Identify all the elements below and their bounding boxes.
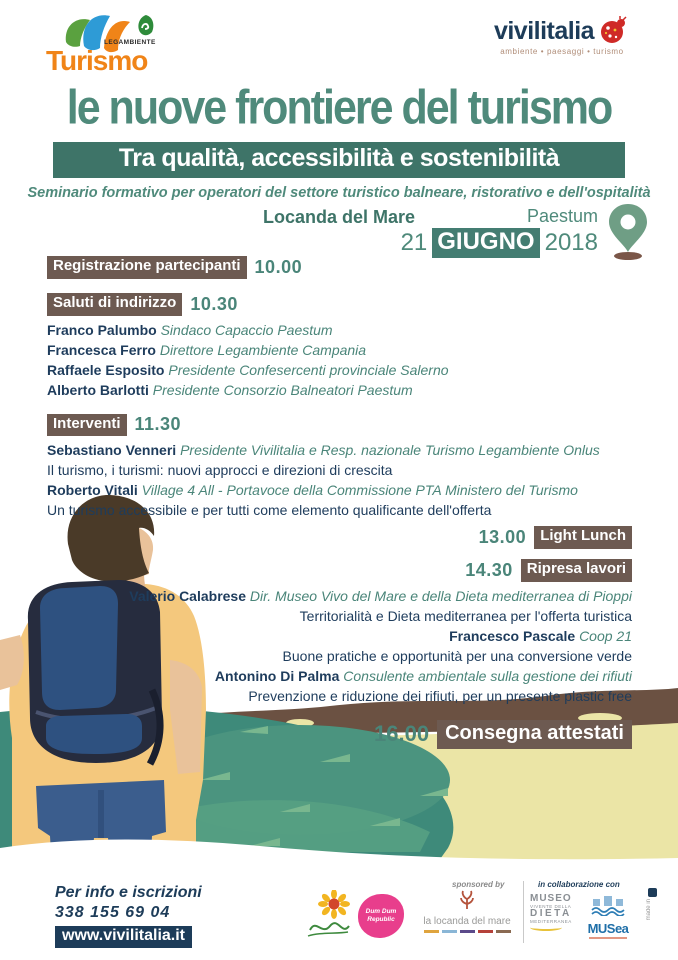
subtitle-banner: Tra qualità, accessibilità e sostenibilità <box>53 142 625 178</box>
date-year: 2018 <box>544 229 598 256</box>
interventi-time: 11.30 <box>134 414 182 435</box>
city-name: Paestum <box>526 206 598 226</box>
registrazione-time: 10.00 <box>254 256 303 277</box>
schedule-row-lunch <box>47 526 632 549</box>
schedule-row-interventi <box>47 414 632 437</box>
legambiente-swan-icon <box>136 14 156 38</box>
vivilitalia-wordmark: vivilitalia <box>493 16 595 45</box>
talk-line: Prevenzione e riduzione dei rifiuti, per un presente plastic free <box>248 687 632 704</box>
website-link[interactable]: www.vivilitalia.it <box>55 926 192 948</box>
talk-line: Il turismo, i turismi: nuovi approcci e direzioni di crescita <box>47 462 393 479</box>
dumdum-republic-logo: Dum Dum Republic <box>358 894 404 938</box>
info-label: Per info e iscrizioni <box>55 884 202 901</box>
speaker-line: Sebastiano Venneri Presidente Vivilitalia e Resp. nazionale Turismo Legambiente Onlus <box>47 442 600 459</box>
schedule-row-ripresa <box>47 559 632 582</box>
lunch-time: 13.00 <box>478 527 527 548</box>
locanda-color-dashes <box>414 930 520 933</box>
ladybug-icon <box>598 16 630 46</box>
interventi-label: Interventi <box>47 414 127 437</box>
vivilitalia-logo <box>482 16 642 56</box>
speaker-line: Raffaele Esposito Presidente Confesercenti provinciale Salerno <box>47 361 449 378</box>
phone-number: 338 155 69 04 <box>55 904 171 921</box>
ripresa-lines <box>47 586 632 706</box>
turismo-wordmark: Turismo <box>46 45 148 76</box>
made-in-mark: made in <box>646 888 658 920</box>
sponsored-by-label: sponsored by <box>452 880 505 889</box>
map-pin-icon <box>606 202 652 260</box>
schedule-row-saluti <box>47 293 632 316</box>
saluti-time: 10.30 <box>190 293 238 314</box>
ripresa-label: Ripresa lavori <box>521 559 632 582</box>
contact-block <box>55 884 202 948</box>
footer-divider <box>523 881 524 943</box>
musea-bar <box>589 937 627 939</box>
interventi-lines <box>47 440 632 520</box>
speaker-line: Francesco Pascale Coop 21 <box>449 627 632 644</box>
musea-logo: MUSea <box>586 896 630 939</box>
schedule-row-registrazione <box>47 256 632 279</box>
talk-line: Buone pratiche e opportunità per una conversione verde <box>282 647 632 664</box>
talk-line: Un turismo accessibile e per tutti come elemento qualificante dell'offerta <box>47 502 492 519</box>
saluti-label: Saluti di indirizzo <box>47 293 182 316</box>
vivilitalia-tagline: ambiente • paesaggi • turismo <box>500 47 624 56</box>
castle-icon <box>590 896 626 916</box>
legambiente-turismo-logo <box>44 12 179 80</box>
collaboration-label: in collaborazione con <box>538 880 620 889</box>
schedule <box>47 256 632 749</box>
consegna-label: Consegna attestati <box>437 720 632 749</box>
date-day: 21 <box>400 229 428 256</box>
seminar-description: Seminario formativo per operatori del settore turistico balneare, ristorativo e dell'ospitalità <box>27 185 651 201</box>
made-in-icon <box>648 888 657 897</box>
speaker-line: Valerio Calabrese Dir. Museo Vivo del Mare e della Dieta mediterranea di Pioppi <box>129 587 632 604</box>
speaker-line: Antonino Di Palma Consulente ambientale sulla gestione dei rifiuti <box>214 667 632 684</box>
talk-line: Territorialità e Dieta mediterranea per l'offerta turistica <box>299 607 632 624</box>
saluti-speakers <box>47 320 632 400</box>
event-date <box>401 228 598 258</box>
page-title: le nuove frontiere del turismo <box>66 81 612 135</box>
speaker-line: Franco Palumbo Sindaco Capaccio Paestum <box>47 321 333 338</box>
legambiente-wordmark: LEGAMBIENTE <box>104 39 156 46</box>
sunflower-sponsor-logo <box>304 890 352 942</box>
registrazione-label: Registrazione partecipanti <box>47 256 247 279</box>
schedule-row-consegna <box>47 720 632 749</box>
speaker-line: Roberto Vitali Village 4 All - Portavoce della Commissione PTA Ministero del Turismo <box>47 482 578 499</box>
venue-name: Locanda del Mare <box>262 207 416 227</box>
museo-arc <box>530 924 562 931</box>
footer <box>0 878 678 960</box>
speaker-line: Francesca Ferro Direttore Legambiente Campania <box>47 341 367 358</box>
coral-icon <box>457 890 477 910</box>
consegna-time: 16.00 <box>374 721 430 747</box>
locanda-del-mare-logo: la locanda del mare <box>414 890 520 933</box>
museo-dieta-logo: MUSEO VIVENTE DELLA DIETA MEDITERRANEA <box>530 894 582 931</box>
lunch-label: Light Lunch <box>534 526 632 549</box>
date-month: GIUGNO <box>432 228 539 258</box>
speaker-line: Alberto Barlotti Presidente Consorzio Balneatori Paestum <box>47 381 413 398</box>
ripresa-time: 14.30 <box>465 559 513 580</box>
